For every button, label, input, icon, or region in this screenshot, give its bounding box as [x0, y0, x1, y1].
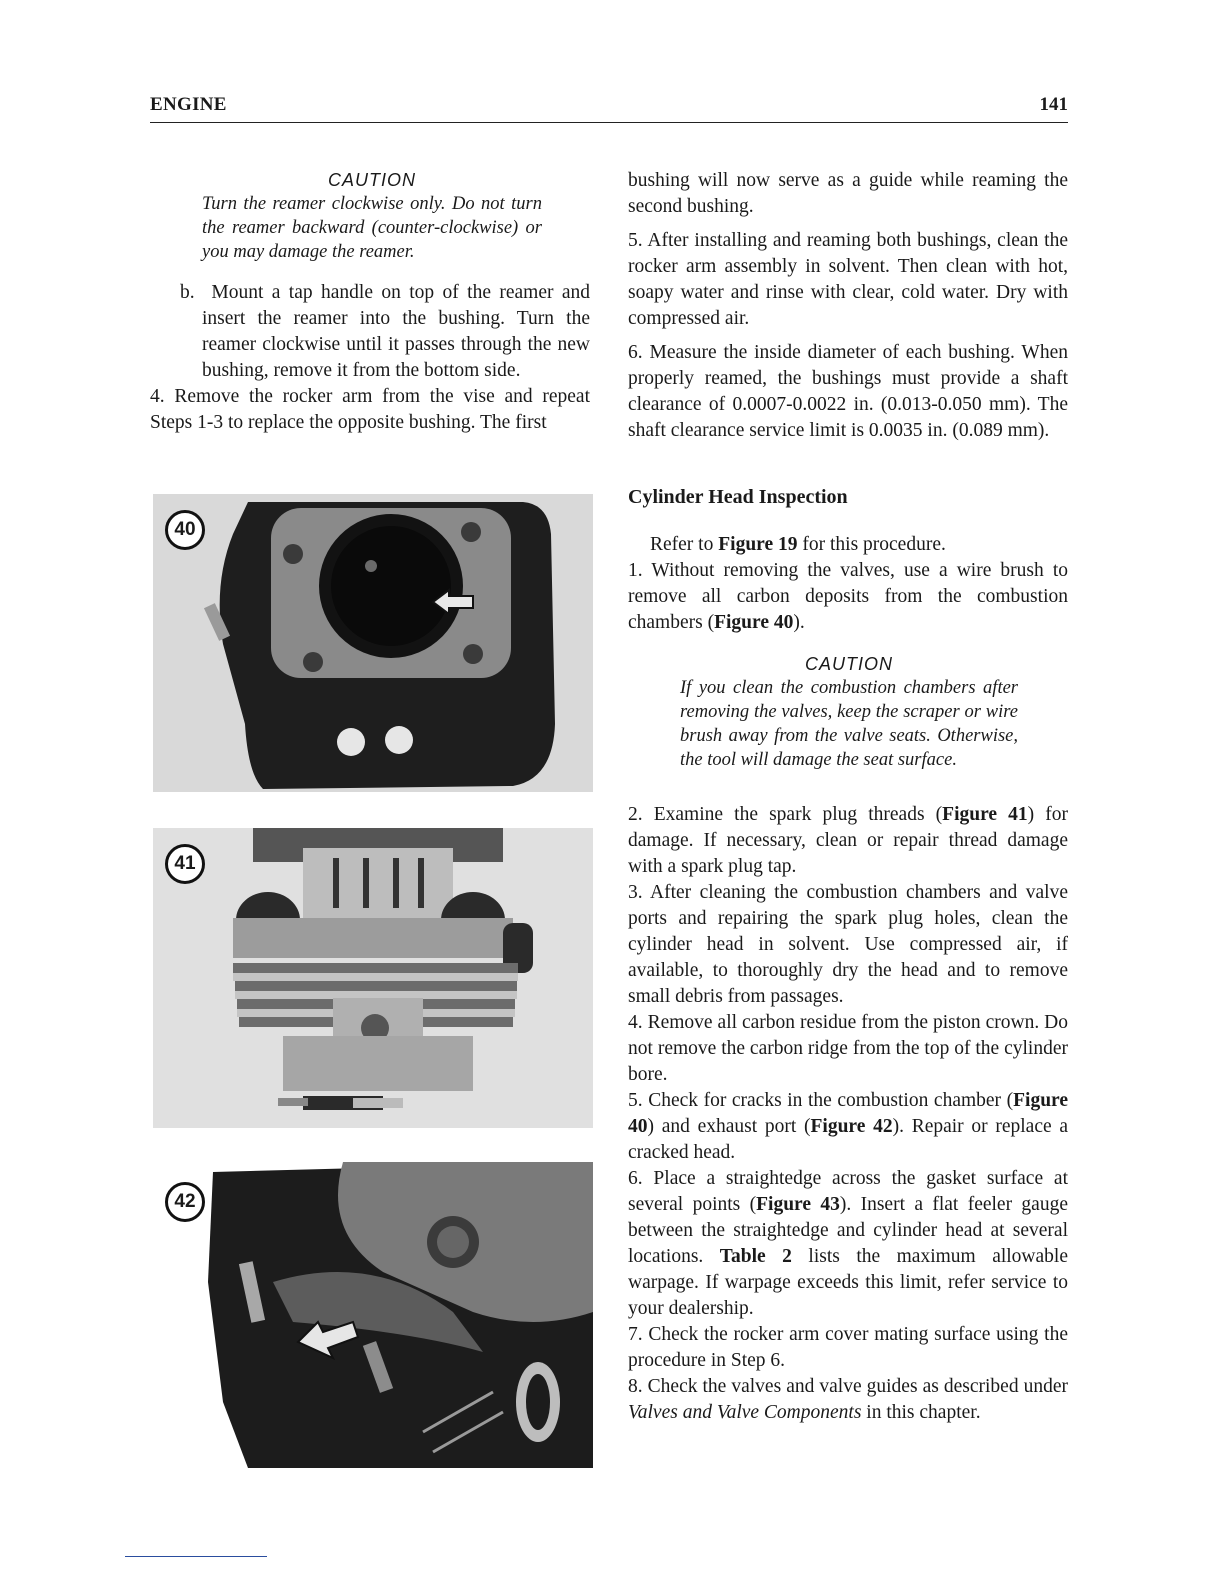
caution-title-2: CAUTION	[805, 654, 893, 674]
caution-text: Turn the reamer clockwise only. Do not turn the reamer backward (counter-clockwise) or you may damage the reamer.	[202, 194, 542, 262]
inspection-step-8: 8. Check the valves and valve guides as described under Valves and Valve Components in this chapter.	[628, 1376, 1068, 1423]
figure-42-photo	[153, 1162, 593, 1468]
figure-41-ref: Figure 41	[942, 804, 1028, 825]
step-b-text: Mount a tap handle on top of the reamer and insert the reamer into the bushing. Turn the reamer clockwise until it passes through the new bushing, remove it from the bottom side.	[202, 282, 590, 381]
caution-box-2	[680, 652, 1018, 772]
left-column	[150, 168, 590, 436]
continued-paragraph: bushing will now serve as a guide while reaming the second bushing.	[628, 170, 1068, 217]
figure-40-ref-2: Figure 40	[628, 1090, 1068, 1137]
step-6: 6. Measure the inside diameter of each bushing. When properly reamed, the bushings must provide a shaft clearance of 0.0007-0.0022 in. (0.013-0.050 mm). The shaft clearance service limit is 0.0035 in. (0.089 mm).	[628, 342, 1068, 441]
table-2-ref: Table 2	[719, 1246, 792, 1267]
inspection-step-1: 1. Without removing the valves, use a wire brush to remove all carbon deposits from the combustion chambers (Figure 40).	[628, 560, 1068, 633]
figure-42-ref: Figure 42	[810, 1116, 893, 1137]
inspection-step-7: 7. Check the rocker arm cover mating surface using the procedure in Step 6.	[628, 1324, 1068, 1371]
caution-box	[202, 168, 542, 264]
step-b	[150, 280, 590, 384]
figure-40-number: 40	[165, 510, 205, 550]
valves-section-ref: Valves and Valve Components	[628, 1402, 862, 1423]
caution-title: CAUTION	[328, 170, 416, 190]
section-title: ENGINE	[150, 94, 227, 115]
inspection-step-5: 5. Check for cracks in the combustion chamber (Figure 40) and exhaust port (Figure 42). Repair or replace a cracked head.	[628, 1090, 1069, 1163]
figure-42-number: 42	[165, 1182, 205, 1222]
page-header	[150, 94, 1068, 123]
refer-paragraph: Refer to Figure 19 for this procedure.	[650, 534, 946, 555]
inspection-step-2: 2. Examine the spark plug threads (Figure 41) for damage. If necessary, clean or repair thread damage with a spark plug tap.	[628, 804, 1069, 877]
caution-text-2: If you clean the combustion chambers after removing the valves, keep the scraper or wire brush away from the valve seats. Otherwise, the tool will damage the seat surface.	[680, 678, 1018, 770]
section-heading: Cylinder Head Inspection	[628, 486, 848, 508]
inspection-step-6: 6. Place a straightedge across the gasket surface at several points (Figure 43). Insert a flat feeler gauge between the straightedge and cylinder head at several locations. Table 2 lists the maximum allowable warpage. If warpage exceeds this limit, refer service to your dealership.	[628, 1168, 1068, 1319]
figure-19-ref: Figure 19	[718, 534, 798, 555]
figure-41-number: 41	[165, 844, 205, 884]
figure-40-ref: Figure 40	[714, 612, 794, 633]
figure-43-ref: Figure 43	[756, 1194, 840, 1215]
figure-40-photo	[153, 494, 593, 792]
page-number: 141	[1039, 94, 1068, 115]
step-4: 4. Remove the rocker arm from the vise and repeat Steps 1-3 to replace the opposite bushing. The first	[150, 386, 590, 433]
figure-41-photo	[153, 828, 593, 1128]
step-b-label: b.	[180, 282, 195, 303]
footnote-rule	[125, 1556, 267, 1557]
inspection-step-4: 4. Remove all carbon residue from the piston crown. Do not remove the carbon ridge from the top of the cylinder bore.	[628, 1012, 1068, 1085]
right-column	[628, 168, 1068, 1426]
step-5: 5. After installing and reaming both bushings, clean the rocker arm assembly in solvent. Then clean with hot, soapy water and rinse with clear, cold water. Dry with compressed air.	[628, 230, 1068, 329]
inspection-step-3: 3. After cleaning the combustion chambers and valve ports and repairing the spark plug holes, clean the cylinder head in solvent. Use compressed air, if available, to thoroughly dry the head and to remove small debris from passages.	[628, 882, 1068, 1007]
